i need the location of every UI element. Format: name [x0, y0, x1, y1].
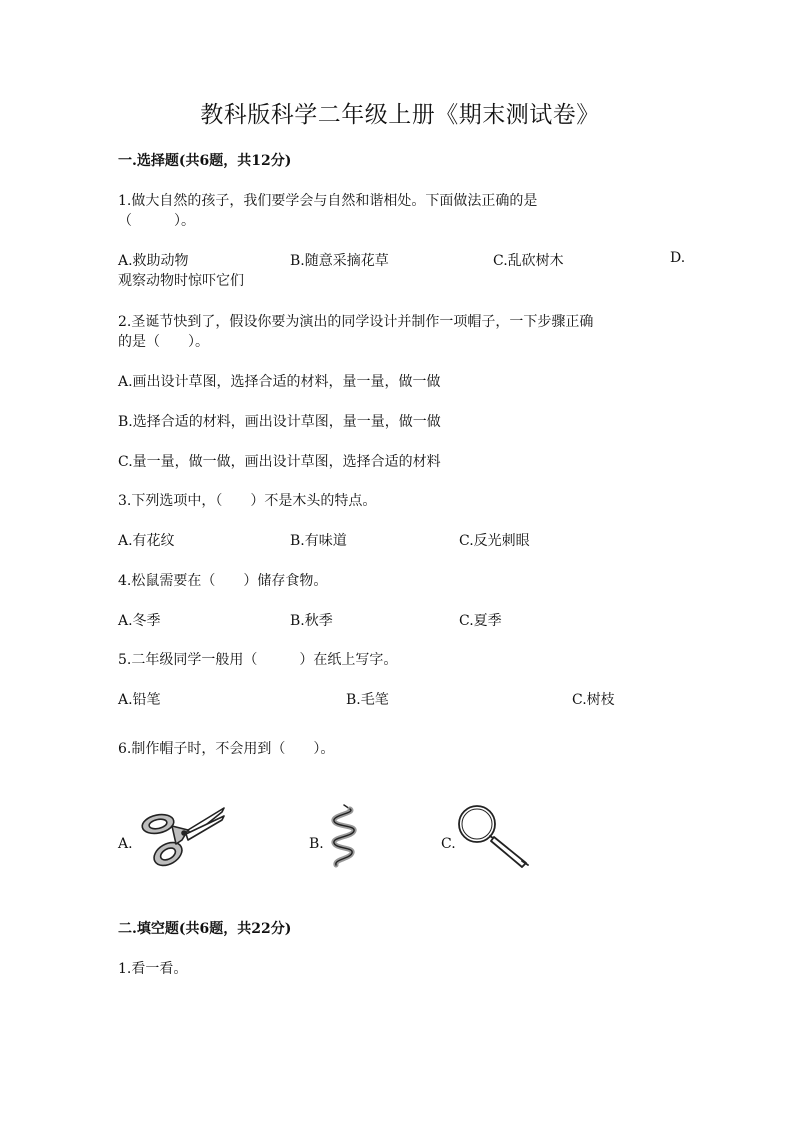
q1-option-d-text: 观察动物时惊吓它们 [118, 273, 244, 289]
scissors-icon [138, 800, 228, 872]
q6-option-b: B. [309, 836, 324, 852]
q2-option-a: A.画出设计草图，选择合适的材料，量一量，做一做 [118, 374, 441, 390]
q5-stem: 5.二年级同学一般用（ ）在纸上写字。 [118, 652, 398, 668]
q2-stem-line2: 的是（ ）。 [118, 334, 209, 350]
q1-option-a: A.救助动物 [118, 253, 189, 269]
q4-option-a: A.冬季 [118, 613, 161, 629]
q2-option-c: C.量一量，做一做，画出设计草图，选择合适的材料 [118, 454, 441, 470]
q5-option-a: A.铅笔 [118, 692, 161, 708]
q6-option-a: A. [118, 836, 133, 852]
q1-stem-line2: （ ）。 [118, 213, 195, 229]
q2-option-b: B.选择合适的材料，画出设计草图，量一量，做一做 [118, 414, 441, 430]
q3-option-c: C.反光刺眼 [459, 533, 530, 549]
q6-stem: 6.制作帽子时，不会用到（ ）。 [118, 741, 335, 757]
page-title: 教科版科学二年级上册《期末测试卷》 [200, 102, 600, 128]
spring-icon [324, 803, 360, 869]
q5-option-c: C.树枝 [572, 692, 615, 708]
section-heading-choice: 一.选择题(共6题，共12分) [118, 153, 292, 169]
q6-option-c: C. [441, 836, 456, 852]
q2-stem-line1: 2.圣诞节快到了，假设你要为演出的同学设计并制作一项帽子，一下步骤正确 [118, 314, 594, 330]
q1-stem-line1: 1.做大自然的孩子，我们要学会与自然和谐相处。下面做法正确的是 [118, 193, 538, 209]
q1-option-d-label: D. [670, 250, 686, 266]
section-heading-fill: 二.填空题(共6题，共22分) [118, 921, 292, 937]
q1-option-b: B.随意采摘花草 [290, 253, 389, 269]
q4-stem: 4.松鼠需要在（ ）储存食物。 [118, 573, 328, 589]
q1-option-c: C.乱砍树木 [493, 253, 564, 269]
q5-option-b: B.毛笔 [346, 692, 389, 708]
magnifier-icon [456, 803, 534, 869]
q3-option-a: A.有花纹 [118, 533, 175, 549]
q4-option-c: C.夏季 [459, 613, 502, 629]
f1-stem: 1.看一看。 [118, 961, 188, 977]
q3-stem: 3.下列选项中，（ ）不是木头的特点。 [118, 493, 377, 509]
q4-option-b: B.秋季 [290, 613, 333, 629]
q3-option-b: B.有味道 [290, 533, 347, 549]
